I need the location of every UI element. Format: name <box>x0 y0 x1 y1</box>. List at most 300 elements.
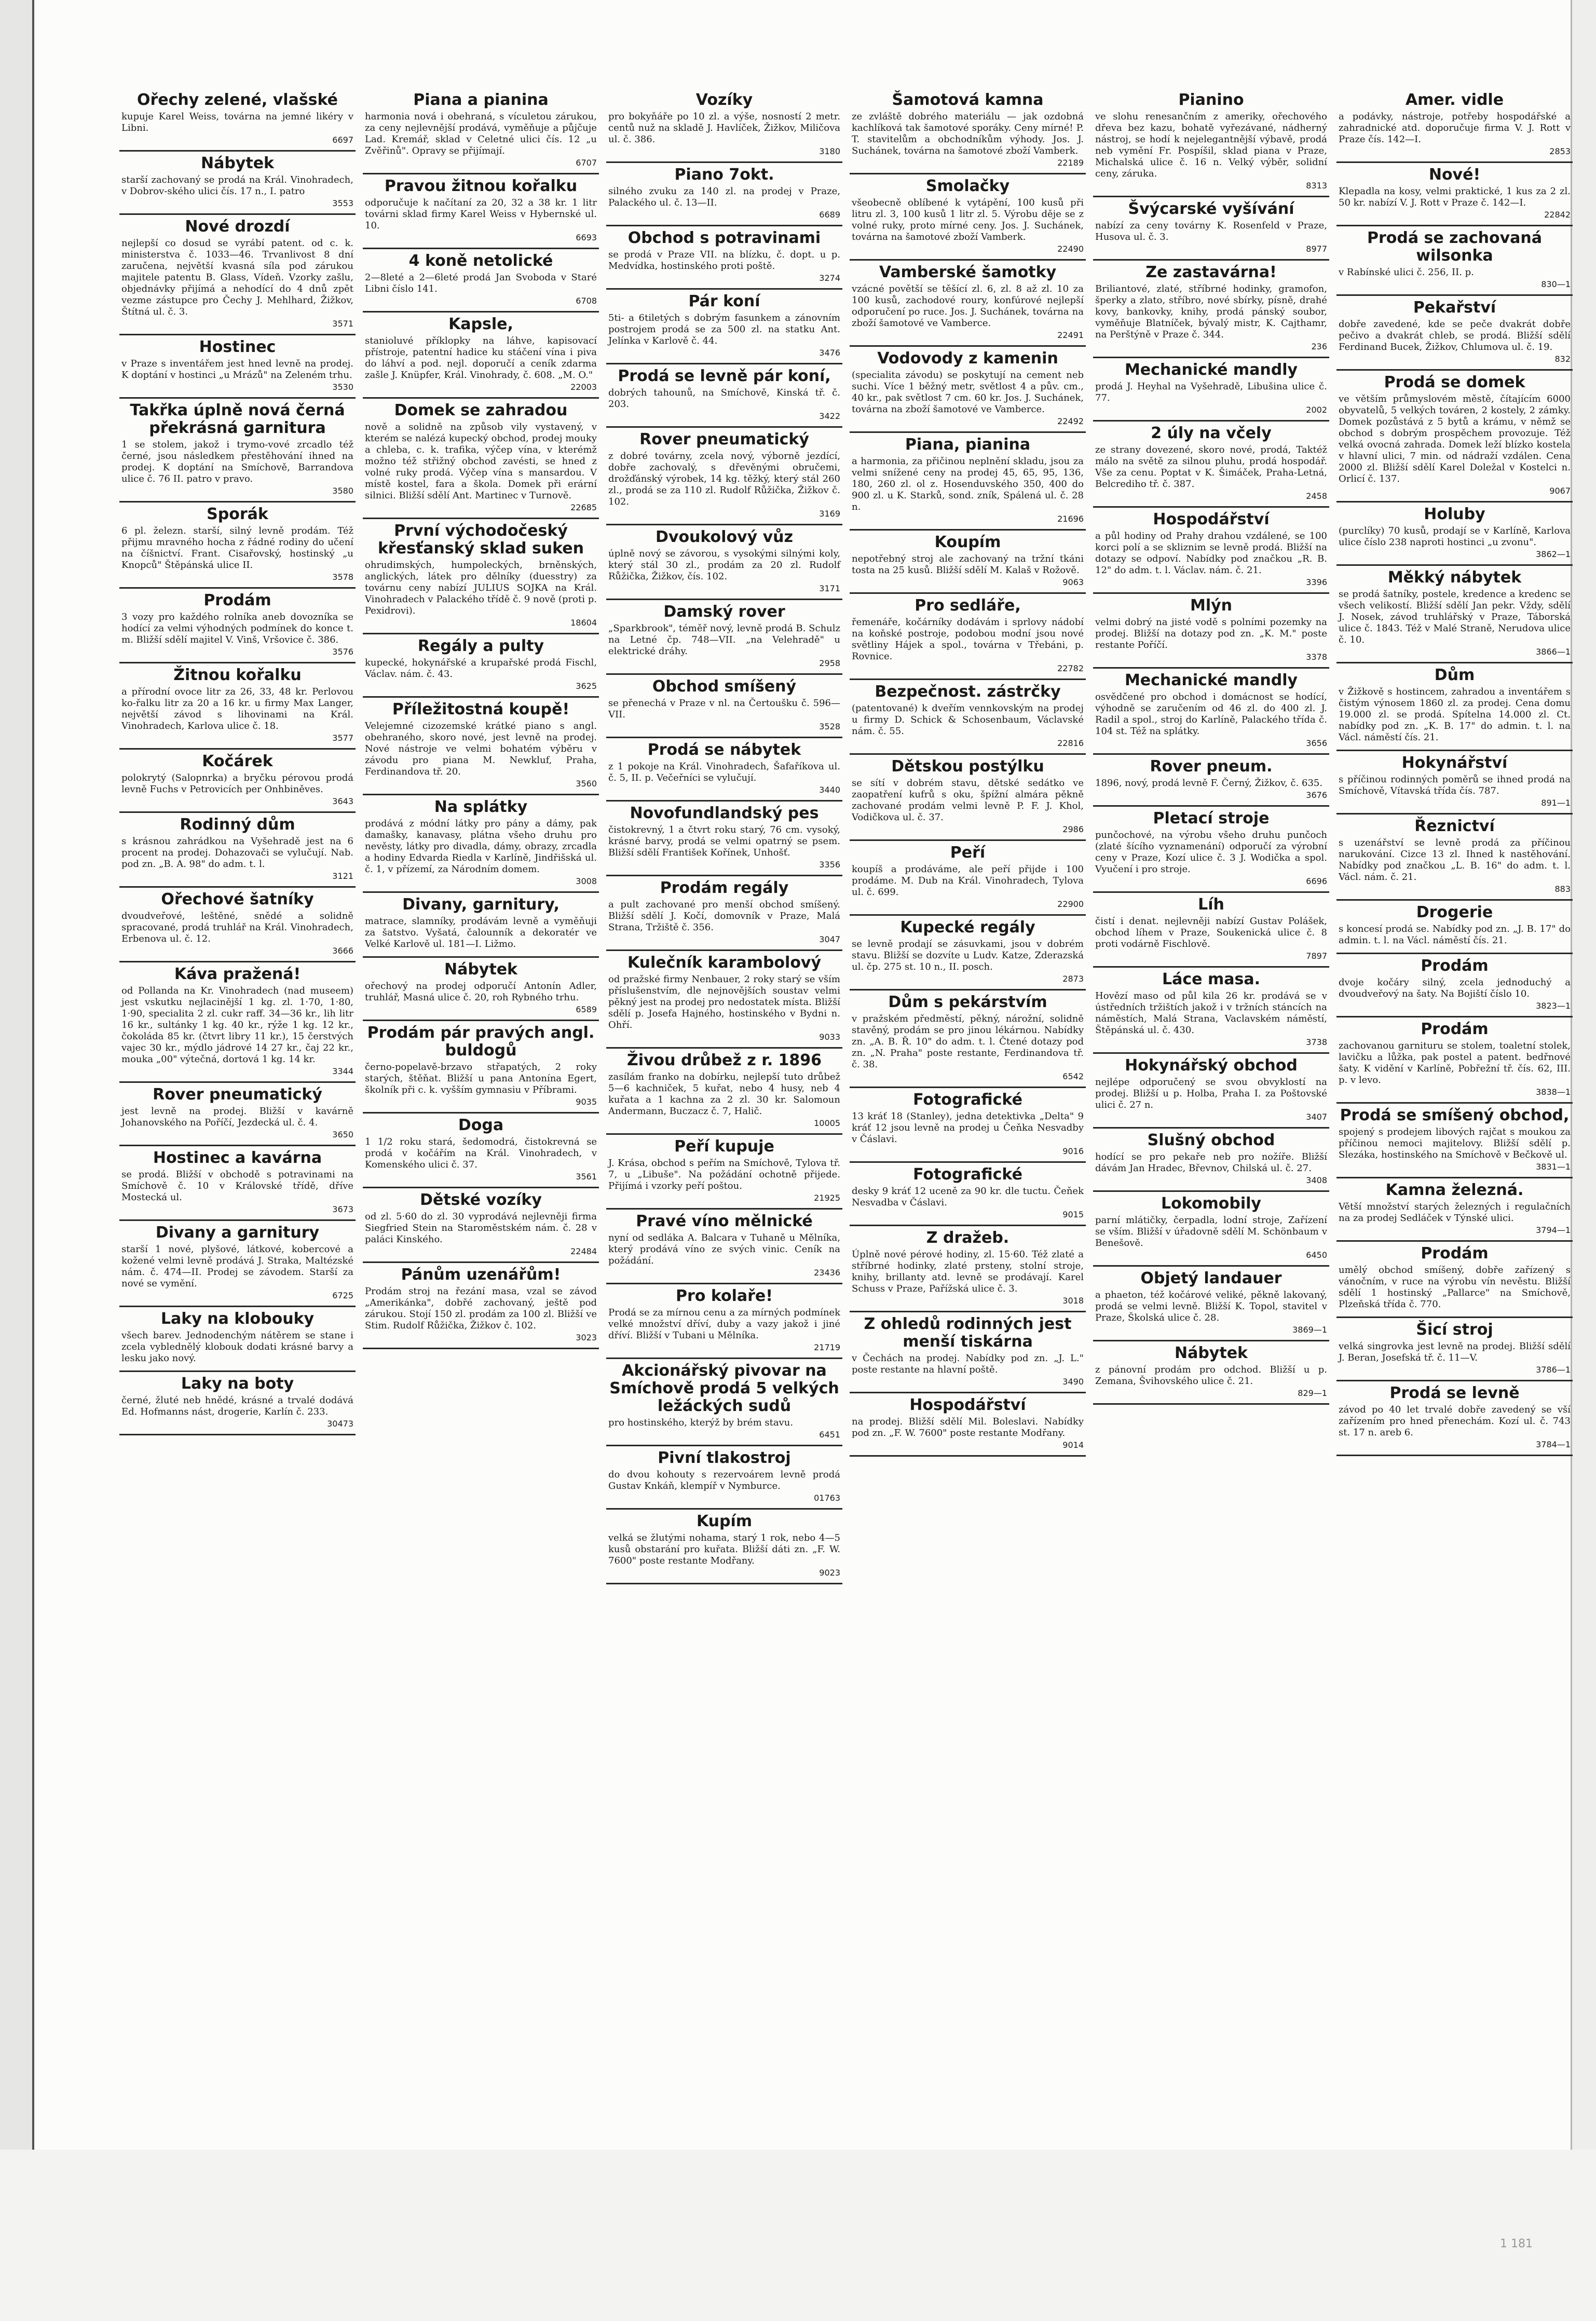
ad-number: 3794—1 <box>1536 1225 1571 1235</box>
ad-number: 22189 <box>1057 158 1084 168</box>
classified-ad <box>1093 1192 1329 1267</box>
ad-title: Doga <box>458 1116 504 1134</box>
classified-ad <box>363 893 599 958</box>
ad-title: Obchod s potravinami <box>628 229 821 247</box>
classified-ad <box>363 399 599 519</box>
ad-body: řemenáře, kočárníky dodávám i sprlovy nádobí na koňské postroje, podobou modní jsou nové světliny Hájek a spol., továrna v Třebáni, p. Rovnice. <box>852 617 1084 662</box>
ad-number: 3008 <box>576 876 597 886</box>
classified-ad <box>606 88 842 163</box>
ad-number: 2958 <box>819 658 840 668</box>
ad-number: 3528 <box>819 722 840 731</box>
classified-ad <box>606 1284 842 1359</box>
ad-title: Drogerie <box>1416 903 1493 921</box>
ad-title: První východočeský křesťanský sklad suken <box>377 522 584 558</box>
ad-title: Prodá se levně <box>1389 1384 1520 1402</box>
ad-number: 3344 <box>332 1066 353 1076</box>
ad-number: 23436 <box>814 1268 840 1278</box>
ad-title: Příležitostná koupě! <box>392 700 570 718</box>
classified-ad <box>1336 566 1573 663</box>
ad-number: 3422 <box>819 411 840 421</box>
ad-title: Hospodářství <box>1153 510 1270 528</box>
classified-ad <box>850 841 1086 916</box>
ad-number: 3440 <box>819 785 840 795</box>
classified-ad <box>850 1393 1086 1457</box>
ad-number: 3838—1 <box>1536 1087 1571 1097</box>
classified-ad <box>850 347 1086 433</box>
ad-title: Žitnou kořalku <box>173 666 302 684</box>
ad-title: Piana, pianina <box>905 436 1031 454</box>
ad-title: Prodá se smíšený obchod, <box>1340 1106 1570 1124</box>
ad-number: 21925 <box>814 1193 840 1203</box>
ad-number: 829—1 <box>1298 1388 1327 1398</box>
ad-title: Živou drůbež z r. 1896 <box>626 1051 822 1069</box>
classified-ad <box>850 88 1086 174</box>
classified-ad <box>119 399 356 503</box>
ad-title: Šamotová kamna <box>892 91 1044 109</box>
classified-ad <box>1093 1129 1329 1192</box>
ad-number: 3676 <box>1306 790 1327 800</box>
ad-number: 6589 <box>576 1005 597 1014</box>
ad-body: starší 1 nové, plyšové, látkové, kobercové a kožené velmi levně prodává J. Straka, Maltézské nám. č. 474—II. Prodej se závodem. Starší za nové se vymění. <box>121 1244 353 1289</box>
classified-ad <box>1336 1017 1573 1104</box>
classified-ad <box>119 962 356 1083</box>
classified-ad <box>1093 1054 1329 1129</box>
classified-ad <box>363 519 599 634</box>
ad-number: 830—1 <box>1541 279 1571 289</box>
page-stamp: 1 181 <box>1500 2237 1533 2250</box>
ad-number: 9016 <box>1062 1146 1084 1156</box>
ad-title: Nové! <box>1428 166 1481 184</box>
classified-ad <box>119 663 356 750</box>
ad-body: v Praze s inventářem jest hned levně na prodej. K doptání v hostinci „u Mrázů" na Zeleném trhu. <box>121 358 353 381</box>
ad-title: Kupím <box>696 1512 753 1530</box>
classified-ad <box>119 1083 356 1146</box>
classified-ad <box>119 152 356 215</box>
ad-title: Láce masa. <box>1162 970 1260 988</box>
ad-body: punčochové, na výrobu všeho druhu punčoch (zlaté šícího vyznamenání) odporučí za výrobní ceny v Praze, Kozí ulice č. 3 J. Wodička a spol. Vyučení i pro stroje. <box>1095 830 1327 875</box>
ad-number: 2873 <box>1062 974 1084 984</box>
ad-title: Divany a garnitury <box>155 1224 320 1242</box>
classified-ad <box>1093 422 1329 508</box>
ad-title: Pravé víno mělnické <box>636 1212 813 1230</box>
ad-number: 22816 <box>1057 738 1084 748</box>
ad-title: Regály a pulty <box>417 637 544 655</box>
ad-body: a phaeton, též kočárové veliké, pěkně lakovaný, prodá se velmi levně. Bližší K. Topol, stavitel v Praze, Školská ulice č. 28. <box>1095 1290 1327 1323</box>
classified-columns <box>119 88 1573 2123</box>
classified-ad <box>1336 954 1573 1017</box>
ad-body: kupecké, hokynářské a krupařské prodá Fischl, Václav. nám. č. 43. <box>365 657 597 680</box>
ad-title: Vodovody z kamenin <box>877 349 1058 368</box>
ad-body: 1 se stolem, jakož i trymo-vové zrcadlo též černé, jsou následkem přestěhování ihned na prodej. K doptání na Smíchově, Barrandova ulice č. 76 II. patro v pravo. <box>121 439 353 484</box>
ad-number: 3625 <box>576 681 597 691</box>
page-left-edge <box>0 0 34 2321</box>
classified-ad <box>850 174 1086 261</box>
classified-ad <box>606 290 842 364</box>
classified-ad <box>606 738 842 802</box>
classified-ad <box>1093 594 1329 669</box>
classified-ad <box>606 1510 842 1584</box>
classified-ad <box>363 698 599 795</box>
ad-body: zasílám franko na dobírku, nejlepší tuto drůbež 5—6 kachniček, 5 kuřat, nebo 4 husy, neb 4 kuřata a 1 kachna za 2 zl. 30 kr. Salomoun Andermann, Buczacz č. 7, Halič. <box>608 1071 840 1117</box>
ad-number: 22491 <box>1057 330 1084 340</box>
ad-title: Obchod smíšený <box>652 677 797 696</box>
ad-number: 3578 <box>332 572 353 582</box>
ad-title: Pro sedláře, <box>915 596 1021 615</box>
classified-ad <box>1336 1242 1573 1318</box>
ad-body: hodící se pro pekaře neb pro nožíře. Bližší dávám Jan Hradec, Břevnov, Chilská ul. č. 27. <box>1095 1151 1327 1174</box>
ad-title: Pánům uzenářům! <box>401 1266 561 1284</box>
ad-title: Hostinec <box>199 338 276 356</box>
ad-body: se prodá šatníky, postele, kredence a kredenc se všech velikostí. Bližší sdělí Jan pekr. Vždy, sdělí J. Nosek, závod truhlářský v Praze, Táborská ulice č. 1843. Též v Malé Straně, Nerudova ulice č. 10. <box>1339 589 1571 645</box>
ad-number: 3866—1 <box>1536 647 1571 657</box>
ad-title: Pár koní <box>688 292 760 310</box>
classified-ad <box>1093 807 1329 893</box>
classified-ad <box>850 1226 1086 1312</box>
classified-ad <box>119 1146 356 1221</box>
classified-ad <box>1336 1104 1573 1178</box>
classified-ad <box>606 364 842 428</box>
ad-title: Kupecké regály <box>900 918 1035 936</box>
ad-title: Řeznictví <box>1414 817 1495 835</box>
ad-body: parní mlátičky, čerpadla, lodní stroje, Zařízení se vším. Bližší v úřadovně sdělí M. Schönbaum v Benešově. <box>1095 1215 1327 1248</box>
ad-number: 3171 <box>819 583 840 593</box>
ad-title: Prodám <box>1421 1020 1489 1038</box>
ad-body: koupíš a prodáváme, ale peří přijde i 100 prodáme. M. Dub na Král. Vinohradech, Tylova ul. č. 699. <box>852 864 1084 898</box>
ad-body: a podávky, nástroje, potřeby hospodářské a zahradnické atd. doporučuje firma V. J. Rott v Praze čís. 142—I. <box>1339 111 1571 145</box>
classified-ad <box>606 600 842 675</box>
ad-title: Fotografické <box>913 1165 1022 1184</box>
ad-number: 6708 <box>576 296 597 306</box>
ad-number: 18604 <box>570 618 597 628</box>
ad-body: (purclíky) 70 kusů, prodají se v Karlíně, Karlova ulice číslo 238 naproti hostinci „u zvonu". <box>1339 525 1571 548</box>
ad-number: 3656 <box>1306 738 1327 748</box>
ad-number: 30473 <box>327 1419 353 1429</box>
ad-body: ohrudimských, humpoleckých, brněnských, anglických, látek pro dělníky (duesstry) za továrnu ceny nabízí JULIUS SOJKA na Král. Vinohradech v Palackého třídě č. 9 nově (proti p. Pexidrovi). <box>365 560 597 616</box>
ad-body: na prodej. Bližší sdělí Mil. Boleslavi. Nabídky pod zn. „F. W. 7600" poste restante Modřany. <box>852 1416 1084 1438</box>
ad-title: Dům s pekárstvím <box>888 993 1047 1011</box>
ad-body: z 1 pokoje na Král. Vinohradech, Šafaříkova ul. č. 5, II. p. Večeřníci se vylučují. <box>608 761 840 783</box>
ad-body: Klepadla na kosy, velmi praktické, 1 kus za 2 zl. 50 kr. nabízí V. J. Rott v Praze č. 142—I. <box>1339 186 1571 208</box>
ad-number: 3823—1 <box>1536 1001 1571 1011</box>
ad-number: 22492 <box>1057 416 1084 426</box>
ad-title: Líh <box>1198 895 1224 914</box>
ad-number: 2986 <box>1062 824 1084 834</box>
ad-number: 3576 <box>332 647 353 657</box>
ad-body: velmi dobrý na jisté vodě s polními pozemky na prodej. Bližší na dotazy pod zn. „K. M." poste restante Poříčí. <box>1095 617 1327 650</box>
ad-body: J. Krása, obchod s peřím na Smíchově, Tylova tř. 7, u „Libuše". Na požádání ochotně přijede. Přijímá i vzorky peří poštou. <box>608 1158 840 1191</box>
ad-body: spojený s prodejem libových rajčat s moukou za příčinou nemoci majitelovy. Bližší sdělí p. Slezáka, hostinského na Smíchově v Bečkově ul. <box>1339 1126 1571 1160</box>
ad-title: Pivní tlakostroj <box>658 1449 791 1467</box>
ad-body: v Rabínské ulici č. 256, II. p. <box>1339 267 1474 278</box>
ad-body: v pražském předměstí, pěkný, nárožní, solidně stavěný, prodám se pro jinou lékárnou. Nabídky zn. „A. B. Ř. 10" do adm. t. l. Čtené dotazy pod zn. „N. Praha" poste restante, Ferdinandova tř. č. 38. <box>852 1013 1084 1070</box>
ad-number: 6689 <box>819 210 840 220</box>
ad-number: 3396 <box>1306 577 1327 587</box>
ad-body: se prodá v Praze VII. na blízku, č. dopt. u p. Medvídka, hostinského proti poště. <box>608 249 840 272</box>
ad-number: 3490 <box>1062 1377 1084 1387</box>
ad-title: Hokynářský obchod <box>1125 1056 1298 1075</box>
ad-body: 6 pl. železn. starší, silný levně prodám. Též přijmu mravného hocha z řádné rodiny do učení na číšnictví. Frant. Cisařovský, hostinský „u Knopců" Štěpánská ulice II. <box>121 525 353 571</box>
ad-title: Piano 7okt. <box>674 166 774 184</box>
ad-body: matrace, slamníky, prodávám levně a vyměňuji za šatstvo. Vyšatá, čalounník a dekoratér ve Velké Karlově ul. 181—I. Ližmo. <box>365 916 597 949</box>
ad-body: velká singrovka jest levně na prodej. Bližší sdělí J. Beran, Josefská tř. č. 11—V. <box>1339 1341 1571 1363</box>
ad-body: Prodá se za mírnou cenu a za mírných podmínek velké množství dříví, duby a vazy jakož i jiné dříví. Bližší v Tubani u Mělníka. <box>608 1307 840 1341</box>
ad-body: velká se žlutými nohama, starý 1 rok, nebo 4—5 kusů obstarání pro kuřata. Bližší dáti zn. „F. W. 7600" poste restante Modřany. <box>608 1532 840 1566</box>
classified-ad <box>606 951 842 1049</box>
ad-number: 6450 <box>1306 1250 1327 1260</box>
ad-number: 21696 <box>1057 514 1084 524</box>
ad-number: 22900 <box>1057 899 1084 909</box>
ad-number: 21719 <box>814 1342 840 1352</box>
classified-ad <box>1336 296 1573 371</box>
ad-title: Nábytek <box>200 154 275 172</box>
ad-title: Nábytek <box>1174 1344 1248 1362</box>
ad-number: 6542 <box>1062 1071 1084 1081</box>
ad-title: Vozíky <box>695 91 753 109</box>
classified-ad <box>850 680 1086 755</box>
ad-body: a půl hodiny od Prahy drahou vzdálené, se 100 korci polí a se skliznim se levně prodá. Bližší na dotazy se odpoví. Nabídky pod značkou „R. B. 12" do adm. t. l. Václav. nám. č. 21. <box>1095 531 1327 576</box>
ad-title: Dětskou postýlku <box>891 757 1044 776</box>
ad-title: Švýcarské vyšívání <box>1128 200 1294 218</box>
classified-ad <box>119 335 356 399</box>
classified-ad <box>1093 508 1329 594</box>
classified-ad <box>119 1221 356 1307</box>
ad-title: Mechanické mandly <box>1124 361 1298 379</box>
ad-body: dobře zavedené, kde se peče dvakrát dobře pečivo a dvakrát chleb, se prodá. Bližší sdělí Ferdinand Bucek, Žižkov, Chlumova ul. č. 19. <box>1339 319 1571 352</box>
classified-ad <box>1336 163 1573 226</box>
ad-number: 6693 <box>576 233 597 242</box>
ad-body: stanioluvé příklopky na láhve, kapisovací přístroje, patentní hadice ku stáčení vína i piva do láhví a pod. nejl. doporučí a ceník zdarma zašle J. Knüpfer, Král. Vinohrady, č. 608. „M. O." <box>365 335 597 381</box>
ad-title: Sporák <box>207 505 268 523</box>
ad-title: Měkký nábytek <box>1387 568 1522 587</box>
ad-title: Prodám <box>1421 957 1489 975</box>
classified-ad <box>850 916 1086 990</box>
ad-title: Akcionářský pivovar na Smíchově prodá 5 velkých ležáckých sudů <box>609 1362 839 1415</box>
ad-title: Z ohledů rodinných jest menší tiskárna <box>864 1315 1072 1351</box>
ad-title: Mechanické mandly <box>1124 671 1298 689</box>
classified-ad <box>1336 901 1573 954</box>
classified-ad <box>606 876 842 951</box>
ad-title: Objetý landauer <box>1140 1269 1282 1287</box>
ad-number: 3561 <box>576 1172 597 1182</box>
ad-number: 883 <box>1554 884 1571 894</box>
ad-title: Piana a pianina <box>413 91 549 109</box>
ad-title: Dům <box>1434 666 1475 684</box>
classified-ad <box>363 174 599 249</box>
ad-body: (patentované) k dveřím vennkovským na prodej u firmy D. Schick & Schosenbaum, Václavské nám. č. 55. <box>852 703 1084 737</box>
ad-title: Damský rover <box>663 603 785 621</box>
ad-title: Dvoukolový vůz <box>655 528 793 546</box>
ad-number: 9035 <box>576 1097 597 1107</box>
ad-body: 1896, nový, prodá levně F. Černý, Žižkov, č. 635. <box>1095 778 1323 789</box>
classified-ad <box>363 634 599 698</box>
ad-body: nepotřebný stroj ale zachovaný na tržní tkáni tosta na 25 kusů. Bližší sdělí M. Kalaš v Rožově. <box>852 553 1084 576</box>
ad-body: se přenechá v Praze v nl. na Čertoušku č. 596—VII. <box>608 698 840 720</box>
classified-ad <box>1093 755 1329 807</box>
ad-title: Laky na boty <box>181 1375 294 1393</box>
ad-column <box>363 88 599 2123</box>
classified-ad <box>363 88 599 174</box>
ad-title: Rover pneum. <box>1150 757 1273 776</box>
ad-body: prodá J. Heyhal na Vyšehradě, Libušina ulice č. 77. <box>1095 381 1327 403</box>
classified-ad <box>606 802 842 876</box>
ad-number: 22490 <box>1057 244 1084 254</box>
classified-ad <box>1093 261 1329 358</box>
ad-body: Větší množství starých železných i regulačních na za prodej Sedláček v Týnské ulici. <box>1339 1201 1571 1224</box>
classified-ad <box>1336 663 1573 751</box>
classified-ad <box>606 163 842 226</box>
ad-title: Pletací stroje <box>1153 809 1270 827</box>
ad-column <box>1336 88 1573 2123</box>
ad-title: Prodá se zachovaná wilsonka <box>1367 229 1543 265</box>
ad-title: Prodám regály <box>660 879 789 897</box>
ad-title: Z dražeb. <box>926 1229 1010 1247</box>
ad-body: kupuje Karel Weiss, továrna na jemné likéry v Libni. <box>121 111 353 133</box>
classified-ad <box>850 1312 1086 1393</box>
ad-number: 9023 <box>819 1568 840 1578</box>
ad-title: Hokynářství <box>1401 754 1508 772</box>
ad-body: nově a solidně na způsob vily vystavený, v kterém se nalézá kupecký obchod, prodej mouky a chleba, c. k. trafika, výčep vína, v kterémž možno též střižný obchod zavésti, se hned z volné ruky prodá. Výčep vína s mansardou. V místě kostel, fara a škola. Domek při erární silnici. Bližší sdělí Ant. Martinec v Turnově. <box>365 422 597 501</box>
ad-number: 3862—1 <box>1536 549 1571 559</box>
ad-number: 3673 <box>332 1204 353 1214</box>
ad-title: Smolačky <box>925 177 1010 195</box>
ad-title: Prodá se levně pár koní, <box>618 367 831 385</box>
ad-body: a pult zachované pro menší obchod smíšený. Bližší sdělí J. Kočí, domovník v Praze, Malá Strana, Tržiště č. 356. <box>608 899 840 933</box>
ad-number: 3553 <box>332 198 353 208</box>
ad-number: 3121 <box>332 871 353 881</box>
ad-body: s příčinou rodinných poměrů se ihned prodá na Smíchově, Vítavská třída čís. 787. <box>1339 774 1571 796</box>
ad-body: v Čechách na prodej. Nabídky pod zn. „J. L." poste restante na hlavní poště. <box>852 1353 1084 1375</box>
classified-ad <box>363 1188 599 1263</box>
ad-body: zachovanou garnituru se stolem, toaletní stolek, lavičku a lůžka, pak postel a patent. bedřnové šaty. K vidění v Karlíně, Pobřežní tř. čís. 62, III. p. v levo. <box>1339 1040 1571 1085</box>
ad-title: 2 úly na včely <box>1151 424 1272 442</box>
ad-body: do dvou kohouty s rezervoárem levně prodá Gustav Knkáň, klempíř v Nymburce. <box>608 1469 840 1491</box>
ad-title: Nové drozdí <box>185 218 290 236</box>
ad-title: Vamberské šamotky <box>879 263 1057 281</box>
classified-ad <box>119 215 356 335</box>
ad-number: 9063 <box>1062 577 1084 587</box>
ad-body: černé, žluté neb hnědé, krásné a trvalé dodává Ed. Hofmanns nást, drogerie, Karlín č. 233. <box>121 1395 353 1417</box>
classified-ad <box>606 226 842 290</box>
ad-title: Slušný obchod <box>1147 1131 1275 1149</box>
ad-body: osvědčené pro obchod i domácnost se hodící, výhodně se zaručením od 46 zl. do 400 zl. J. Radil a spol., stroj do Karlíně, Palackého třída č. 104 st. Též na splátky. <box>1095 691 1327 737</box>
ad-body: a harmonia, za přičinou neplnění skladu, jsou za velmi snížené ceny na prodej 45, 65, 95, 136, 180, 260 zl. ol z. Hosenduvského 350, 400 do 900 zl. u K. Starků, sond. zník, Spálená ul. č. 28 n. <box>852 456 1084 512</box>
ad-body: ve slohu renesančním z ameriky, ořechového dřeva bez kazu, bohatě vyřezávané, nádherný nástroj, se hodí k nejelegantnější výbavě, prodá neb vymění Fr. Pospíšil, sklad piana v Praze, Michalská ulice č. 16 n. Velký výběr, solidní ceny, záruka. <box>1095 111 1327 179</box>
classified-ad <box>119 88 356 152</box>
ad-number: 3169 <box>819 509 840 519</box>
classified-ad <box>606 525 842 600</box>
classified-ad <box>850 1088 1086 1163</box>
ad-title: Na splátky <box>434 798 528 816</box>
ad-number: 3580 <box>332 486 353 496</box>
ad-body: ze strany dovezené, skoro nové, prodá, Taktéž málo na světě za silnou pluhu, prodá hospodář. Vše za cenu. Poptat v K. Šimáček, Praha-Letná, Belcrediho tř. č. 387. <box>1095 444 1327 490</box>
ad-column <box>850 88 1086 2123</box>
classified-ad <box>119 589 356 663</box>
ad-number: 3407 <box>1306 1112 1327 1122</box>
classified-ad <box>363 1263 599 1349</box>
classified-ad <box>363 313 599 399</box>
ad-number: 6725 <box>332 1291 353 1300</box>
ad-title: Takřka úplně nová černá překrásná garnitura <box>130 401 345 437</box>
ad-body: desky 9 kráť 12 uceně za 90 kr. dle tuctu. Čeňek Nesvadba v Čáslavi. <box>852 1186 1084 1208</box>
ad-body: v Žižkově s hostincem, zahradou a inventářem s čistým výnosem 1860 zl. za prodej. Cena domu 19.000 zl. se prodá. Spítelna 14.000 zl. Ct. nabídky pod zn. „K. B. 17" do admin. t. l. na Václ. náměstí čís. 21. <box>1339 686 1571 743</box>
classified-ad <box>1093 197 1329 261</box>
ad-number: 3018 <box>1062 1296 1084 1306</box>
ad-title: Peří <box>950 844 986 862</box>
ad-title: Ořechy zelené, vlašské <box>137 91 338 109</box>
ad-title: Bezpečnost. zástrčky <box>875 683 1061 701</box>
ad-number: 8977 <box>1306 244 1327 254</box>
ad-title: Prodá se domek <box>1384 373 1525 391</box>
classified-ad <box>1336 226 1573 296</box>
ad-body: s uzenářství se levně prodá za příčinou narukování. Cizce 13 zl. Ihned k nastěhování. Nabídky pod značkou „L. B. 16" do adm. t. l. Václ. nám. č. 21. <box>1339 837 1571 883</box>
classified-ad <box>1093 669 1329 755</box>
ad-body: nejlepší co dosud se vyrábí patent. od c. k. ministerstva č. 1033—46. Trvanlivost 8 dní zaručena, největší kvasná síla pod zárukou majitele patentu B. Glass, Vídeň. Vzorky zašlu, objednávky přijímá a nehodící do 4 dnů zpět vezme zástupce pro Čechy J. Mehlhard, Žižkov, Štítná ul. č. 3. <box>121 238 353 317</box>
ad-number: 3180 <box>819 146 840 156</box>
ad-number: 3786—1 <box>1536 1365 1571 1375</box>
ad-body: ořechový na prodej odporučí Antonín Adler, truhlář, Masná ulice č. 20, roh Rybného trhu. <box>365 981 597 1003</box>
ad-column <box>119 88 356 2123</box>
ad-title: Lokomobily <box>1161 1195 1261 1213</box>
classified-ad <box>119 1307 356 1372</box>
classified-ad <box>850 531 1086 594</box>
ad-title: Kulečník karambolový <box>627 954 822 972</box>
ad-number: 832 <box>1554 354 1571 364</box>
ad-title: Koupím <box>934 533 1001 551</box>
ad-number: 3476 <box>819 348 840 358</box>
ad-number: 891—1 <box>1541 798 1571 808</box>
ad-title: Prodám pár pravých angl. buldogů <box>367 1024 595 1060</box>
ad-number: 01763 <box>814 1493 840 1503</box>
ad-body: Úplně nové pérové hodiny, zl. 15·60. Též zlaté a stříbrné hodinky, zlaté prsteny, stolní stroje, knihy, brillanty atd. levně se prodávají. Karel Schuss v Praze, Pařížská ulice č. 3. <box>852 1249 1084 1294</box>
ad-body: Velejemné cizozemské krátké piano s angl. obehraného, skoro nové, jest levně na prodej. Nové nástroje ve velmi bohatém výběru v závodu pro piana M. Newkluf, Praha, Ferdinandova tř. 20. <box>365 721 597 777</box>
classified-ad <box>363 1021 599 1114</box>
ad-number: 9014 <box>1062 1440 1084 1450</box>
classified-ad <box>1093 1267 1329 1341</box>
classified-ad <box>1093 1341 1329 1405</box>
ad-number: 3356 <box>819 860 840 870</box>
ad-body: dobrých tahounů, na Smíchově, Kinská tř. č. 203. <box>608 387 840 410</box>
classified-ad <box>1336 815 1573 901</box>
ad-title: Mlýn <box>1190 596 1233 615</box>
ad-body: 2—8leté a 2—6leté prodá Jan Svoboda v Staré Libni číslo 141. <box>365 272 597 294</box>
ad-body: starší zachovaný se prodá na Král. Vinohradech, v Dobrov-ského ulici čís. 17 n., I. patro <box>121 174 353 197</box>
classified-ad <box>119 1372 356 1435</box>
ad-number: 22782 <box>1057 663 1084 673</box>
classified-ad <box>1093 88 1329 197</box>
ad-title: Prodám <box>1421 1244 1489 1263</box>
ad-body: z pánovní prodám pro odchod. Bližší u p. Zemana, Švihovského ulice č. 21. <box>1095 1364 1327 1387</box>
ad-number: 3023 <box>576 1333 597 1342</box>
ad-body: čistokrevný, 1 a čtvrt roku starý, 76 cm. vysoký, krásné barvy, prodá se velmi opatrný se psem. Bližší sdělí František Kořínek, Unhošť. <box>608 824 840 858</box>
ad-body: Prodám stroj na řezání masa, vzal se závod „Amerikánka", dobřé zachovaný, ještě pod zárukou. Stojí 150 zl. prodám za 100 zl. Bližší ve Stim. Rudolf Růžička, Žižkov č. 102. <box>365 1286 597 1331</box>
ad-body: umělý obchod smíšený, dobře zařízený s vánočním, v ruce na výrobu vín nevěstu. Bližší sdělí 1 hostinský „Pallarce" na Smíchově, Plzeňská třída č. 770. <box>1339 1265 1571 1310</box>
ad-body: pro hostinského, kterýž by brém stavu. <box>608 1417 794 1428</box>
ad-title: 4 koně netolické <box>408 252 553 270</box>
ad-body: nejlépe odporučený se svou obvyklostí na prodej. Bližší u p. Holba, Praha I. za Poštovské ulici č. 27 n. <box>1095 1077 1327 1110</box>
classified-ad <box>1336 1178 1573 1242</box>
ad-number: 2853 <box>1549 146 1571 156</box>
ad-title: Kočárek <box>202 752 273 770</box>
ad-column <box>1093 88 1329 2123</box>
ad-number: 6696 <box>1306 876 1327 886</box>
ad-title: Prodám <box>203 591 271 609</box>
ad-number: 3738 <box>1306 1037 1327 1047</box>
ad-number: 3571 <box>332 319 353 329</box>
classified-ad <box>1093 968 1329 1054</box>
ad-number: 9067 <box>1549 486 1571 496</box>
ad-title: Peří kupuje <box>674 1137 774 1156</box>
ad-title: Pekařství <box>1413 298 1496 317</box>
